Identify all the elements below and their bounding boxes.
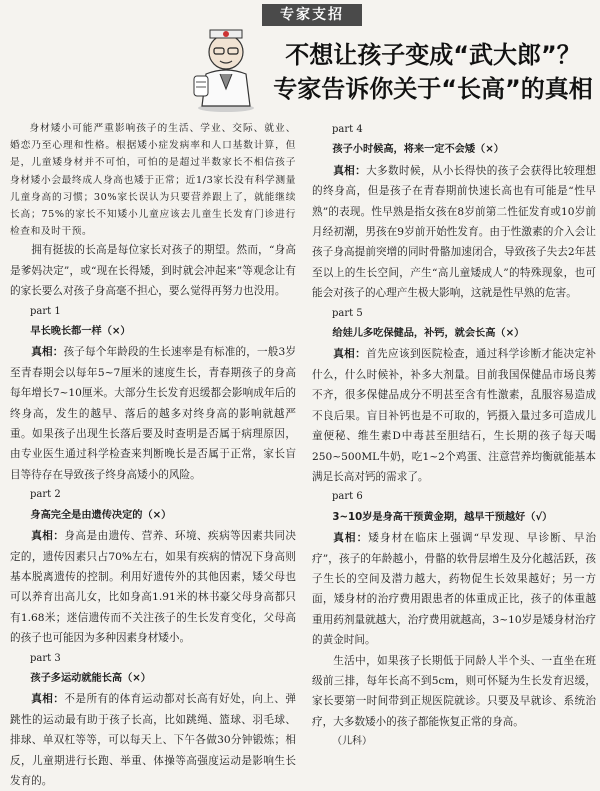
right-column xyxy=(312,120,596,753)
part-label: part 6 xyxy=(332,491,363,503)
truth-label: 真相： xyxy=(31,693,65,706)
section-body xyxy=(10,342,296,485)
truth-label: 真相： xyxy=(333,532,369,545)
section-heading: 身高完全是由遗传决定的（×） xyxy=(30,509,172,521)
section-heading: 孩子小时候高，将来一定不会矮（×） xyxy=(332,144,504,156)
body-paragraph: 拥有挺拔的长高是每位家长对孩子的期望。然而，“身高是爹妈决定”，或“现在长得矮，到时就会冲起来”等观念让有的家长要么对孩子身高毫不担心，要么觉得再努力也没用。 xyxy=(10,244,296,298)
truth-label: 真相： xyxy=(333,348,367,361)
title-line-1: 不想让孩子变成“武大郎”？ xyxy=(285,41,581,69)
section-text: 身高是由遗传、营养、环境、疾病等因素共同决定的，遗传因素只占70%左右，如果有疾病的情况下身高则基本脱离遗传的控制。利用好遗传外的其他因素，矮父母也可以养育出高儿女，比如身高1.91米的林书豪父母身高都只有1.68米；迷信遗传而不关注孩子的生长发育变化，父母高的孩子也可能因为多种因素身材矮小。 xyxy=(10,530,297,645)
section-heading: 给娃儿多吃保健品，补钙，就会长高（×） xyxy=(332,328,525,340)
source-note: （儿科） xyxy=(332,736,372,748)
section-heading: 3~10岁是身高干预黄金期，越早干预越好（√） xyxy=(332,511,553,523)
section-text: 孩子每个年龄段的生长速率是有标准的，一般3岁至青春期会以每年5~7厘米的速度生长，青春期孩子的身高每年增长7~10厘米。大部分生长发育迟缓都会影响成年后的终身高，发生的越早、落后的越多对终身高的影响就越严重。如果孩子出现生长落后要及时查明是否属于病理原因，由专业医生通过科学检查来判断晚长是否属于正常，家长盲目等待存在导致孩子终身高矮小的风险。 xyxy=(10,346,296,481)
doctor-figure-illustration xyxy=(186,14,266,114)
part-label: part 5 xyxy=(332,307,363,319)
truth-label: 真相： xyxy=(31,530,65,543)
closing-paragraph: 生活中，如果孩子长期低于同龄人半个头、一直坐在班级前三排，每年长高不到5cm，则可怀疑为生长发育迟缓，家长要第一时间带到正规医院就诊。只要及早就诊、系统治疗，大多数矮小的孩子都能恢复正常的身高。 xyxy=(312,654,596,728)
part-label: part 3 xyxy=(30,652,61,664)
title-line-2: 专家告诉你关于“长高”的真相 xyxy=(273,75,593,103)
intro-block xyxy=(10,120,296,240)
intro-paragraph: 身材矮小可能严重影响孩子的生活、学业、交际、就业、婚恋乃至心理和性格。根据矮小症发病率和人口基数计算，但是，儿童矮身材并不可怕，可怕的是超过半数家长不相信孩子身材矮小会最终成人身高也矮于正常；近1/3家长没有科学测量儿童身高的习惯；30%家长误认为只要营养跟上了，就能继续长高；75%的家长不知矮小儿童应该去儿童生长发育门诊进行检查和及时干预。 xyxy=(10,123,296,238)
part-label: part 2 xyxy=(30,489,61,501)
section-body xyxy=(312,528,596,650)
article-title xyxy=(268,38,598,106)
section-body xyxy=(312,344,596,487)
section-text: 矮身材在临床上强调“早发现、早诊断、早治疗”，孩子的年龄越小，骨骼的软骨层增生及分化越活跃，孩子生长的空间及潜力越大，药物促生长效果越好；另一方面，矮身材的治疗费用跟患者的体重成正比，孩子的体重越重用药剂量就越大，治疗费用就越高，3~10岁是矮身材治疗的黄金时间。 xyxy=(312,532,597,647)
truth-label: 真相： xyxy=(31,346,64,359)
section-body xyxy=(10,526,296,648)
section-text: 不是所有的体育运动都对长高有好处，向上、弹跳性的运动最有助于孩子长高，比如跳绳、篮球、羽毛球、排球、单双杠等等，可以每天上、下午各做30分钟锻炼；相反，儿童期进行长跑、举重、体操等高强度运动是影响生长发育的。 xyxy=(10,693,297,787)
truth-label: 真相： xyxy=(333,164,367,177)
section-body xyxy=(10,689,296,791)
section-body xyxy=(312,161,596,304)
article-header xyxy=(0,0,600,118)
section-text: 首先应该到医院检查，通过科学诊断才能决定补什么，什么时候补，补多大剂量。目前我国保健品市场良莠不齐，很多保健品成分不明甚至含有性激素，乱服容易造成不良后果。盲目补钙也是不可取的，钙摄入量过多可造成儿童便秘、维生素D中毒甚至胆结石，生长期的孩子每天喝250~500ML牛奶，吃1~2个鸡蛋、注意营养均衡就能基本满足长高对钙的需求了。 xyxy=(312,348,597,483)
column-tag: 专家支招 xyxy=(262,4,362,26)
section-text: 大多数时候，从小长得快的孩子会获得比较理想的终身高，但是孩子在青春期前快速长高也有可能是“性早熟”的表现。性早熟是指女孩在8岁前第二性征发育或10岁前月经初潮，男孩在9岁前开始性发育。由于性激素的介入会让孩子身高提前突增的同时骨骼加速闭合，导致孩子失去2年甚至以上的生长空间，产生“高儿童矮成人”的特殊现象，也可能会对孩子的心理产生极大影响，这就是性早熟的危害。 xyxy=(312,164,597,300)
left-column xyxy=(10,120,296,791)
part-label: part 1 xyxy=(30,305,61,317)
section-heading: 早长晚长都一样（×） xyxy=(30,326,131,338)
part-label: part 4 xyxy=(332,124,363,135)
section-heading: 孩子多运动就能长高（×） xyxy=(30,672,151,684)
